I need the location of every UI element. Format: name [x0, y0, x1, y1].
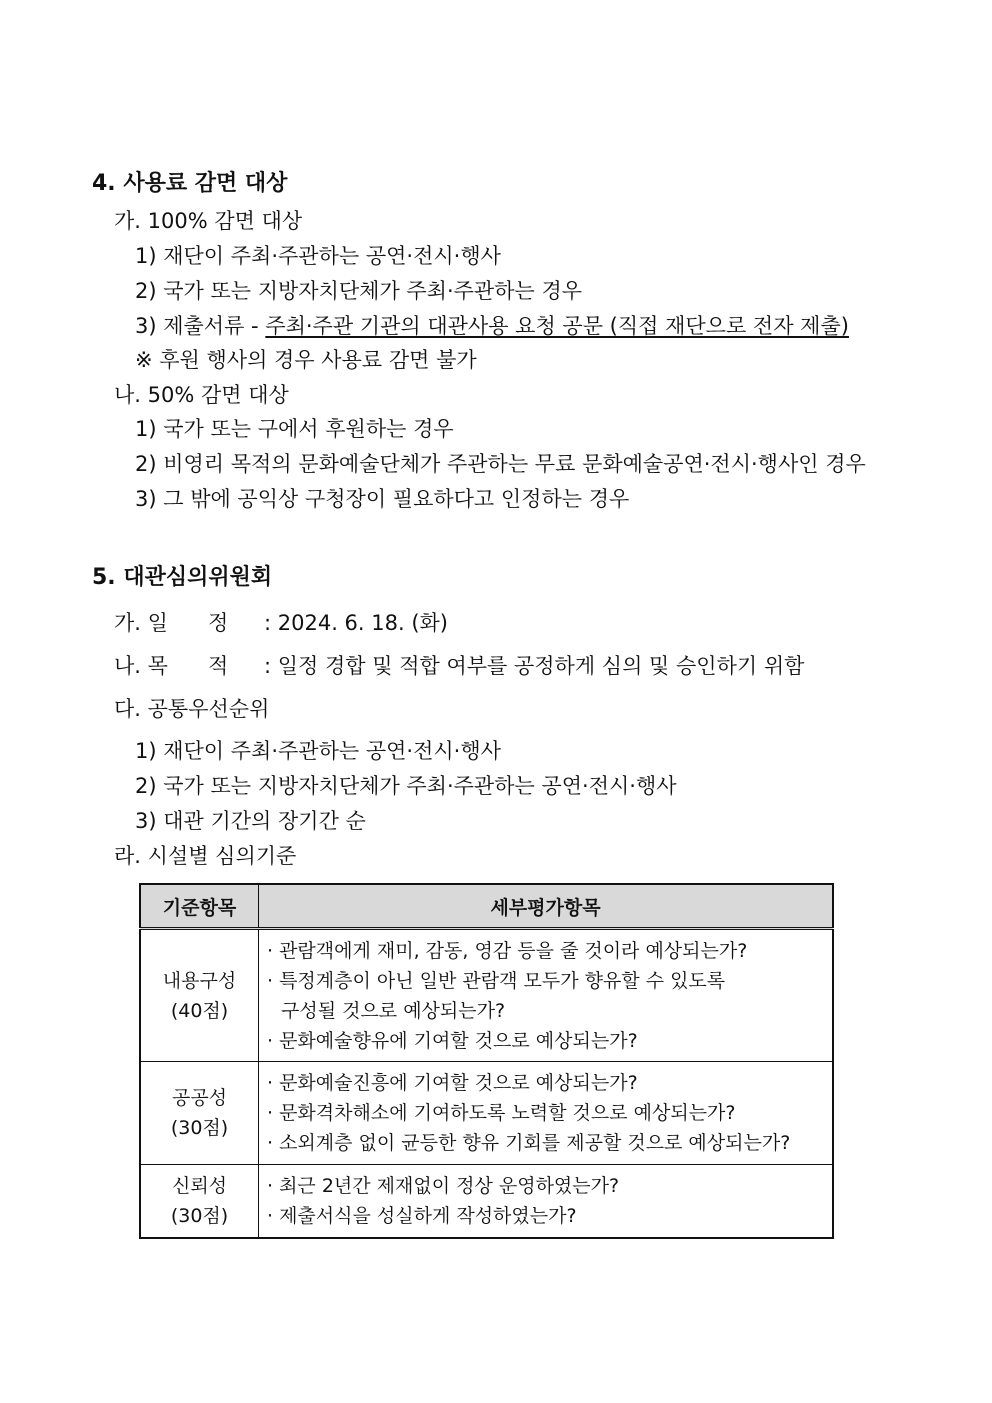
- category-score: (40점): [170, 999, 229, 1022]
- table-row: [140, 929, 833, 1062]
- details-cell: [259, 929, 834, 1062]
- header-details: 세부평가항목: [259, 884, 834, 929]
- detail-item: · 최근 2년간 제재없이 정상 운영하였는가?: [267, 1174, 620, 1197]
- section-4-ga-heading: 가. 100% 감면 대상: [114, 209, 303, 233]
- criteria-table: [139, 883, 834, 1239]
- purpose-value: : 일정 경합 및 적합 여부를 공정하게 심의 및 승인하기 위함: [264, 654, 805, 678]
- purpose-label: 나. 목 적: [114, 654, 229, 678]
- criteria-heading: 라. 시설별 심의기준: [114, 844, 297, 868]
- detail-item: · 문화예술향유에 기여할 것으로 예상되는가?: [267, 1029, 638, 1052]
- priority-item-1: 1) 재단이 주최·주관하는 공연·전시·행사: [135, 739, 501, 763]
- section-4-na-heading: 나. 50% 감면 대상: [114, 383, 289, 407]
- section-4-ga-note: ※ 후원 행사의 경우 사용료 감면 불가: [135, 348, 477, 372]
- category-cell: [140, 1062, 259, 1165]
- schedule-value: : 2024. 6. 18. (화): [264, 611, 448, 635]
- header-category: 기준항목: [140, 884, 259, 929]
- category-cell: [140, 1165, 259, 1238]
- section-4-ga-item-2: 2) 국가 또는 지방자치단체가 주최·주관하는 경우: [135, 279, 583, 303]
- item-3-underlined: 주최·주관 기관의 대관사용 요청 공문 (직접 재단으로 전자 제출): [265, 314, 849, 338]
- priority-item-3: 3) 대관 기간의 장기간 순: [135, 809, 366, 833]
- category-score: (30점): [170, 1117, 229, 1139]
- table-row: [140, 1062, 833, 1165]
- details-cell: [259, 1062, 834, 1165]
- detail-item: · 문화격차해소에 기여하도록 노력할 것으로 예상되는가?: [267, 1102, 736, 1124]
- table-header-row: [140, 884, 833, 929]
- detail-item: · 문화예술진흥에 기여할 것으로 예상되는가?: [267, 1072, 638, 1094]
- detail-item-continuation: 구성될 것으로 예상되는가?: [281, 999, 506, 1022]
- section-4-na-item-1: 1) 국가 또는 구에서 후원하는 경우: [135, 417, 454, 441]
- section-4-na-item-2: 2) 비영리 목적의 문화예술단체가 주관하는 무료 문화예술공연·전시·행사인 경우: [135, 452, 866, 476]
- priority-item-2: 2) 국가 또는 지방자치단체가 주최·주관하는 공연·전시·행사: [135, 774, 677, 798]
- details-cell: [259, 1165, 834, 1238]
- section-4-ga-item-1: 1) 재단이 주최·주관하는 공연·전시·행사: [135, 244, 501, 268]
- item-3-prefix: 3) 제출서류 -: [135, 314, 266, 338]
- detail-item: · 관람객에게 재미, 감동, 영감 등을 줄 것이라 예상되는가?: [267, 939, 748, 962]
- section-5-title: 5. 대관심의위원회: [92, 565, 273, 590]
- schedule-row: [114, 609, 448, 637]
- section-4-ga-item-3: [135, 312, 849, 340]
- priority-heading: 다. 공통우선순위: [114, 697, 270, 721]
- schedule-label: 가. 일 정: [114, 611, 229, 635]
- category-name: 신뢰성: [171, 1174, 228, 1197]
- detail-item: · 소외계층 없이 균등한 향유 기회를 제공할 것으로 예상되는가?: [267, 1132, 791, 1154]
- table-row: [140, 1165, 833, 1238]
- section-4-title: 4. 사용료 감면 대상: [92, 171, 288, 196]
- category-name: 내용구성: [162, 969, 237, 992]
- category-name: 공공성: [171, 1087, 228, 1109]
- section-4-na-item-3: 3) 그 밖에 공익상 구청장이 필요하다고 인정하는 경우: [135, 487, 630, 511]
- category-score: (30점): [170, 1204, 229, 1227]
- detail-item: · 제출서식을 성실하게 작성하였는가?: [267, 1204, 577, 1227]
- category-cell: [140, 929, 259, 1062]
- purpose-row: [114, 652, 804, 680]
- detail-item: · 특정계층이 아닌 일반 관람객 모두가 향유할 수 있도록: [267, 969, 726, 992]
